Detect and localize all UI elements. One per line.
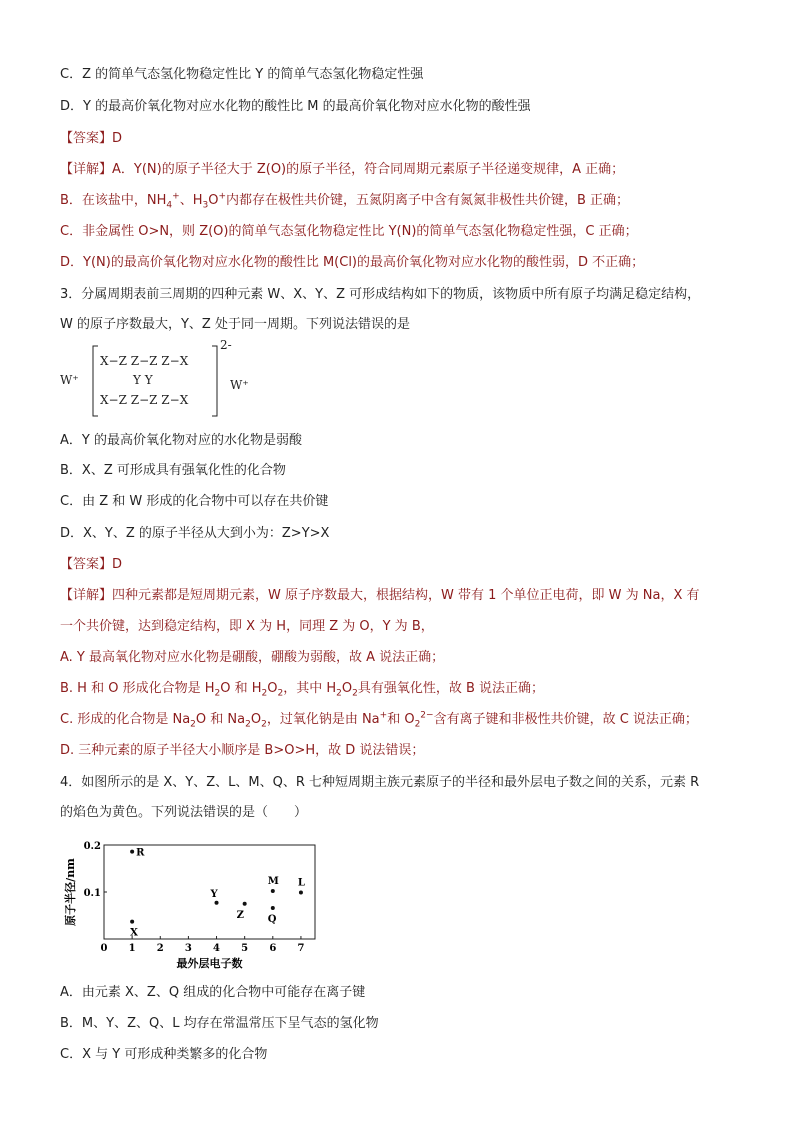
x-tick-label: 6 xyxy=(269,943,277,954)
explanation-tag: 【详解】 xyxy=(60,162,113,177)
text-span: B. H 和 O 形成化合物是 H xyxy=(60,681,215,696)
radius-chart xyxy=(60,835,330,975)
y-tick-label: 0.2 xyxy=(83,841,101,852)
explanation-d: D. 三种元素的原子半径大小顺序是 B>O>H，故 D 说法错误； xyxy=(60,743,425,758)
explanation-b xyxy=(60,192,629,210)
point-label-r: R xyxy=(136,847,145,859)
text-span: 和 O xyxy=(387,712,415,727)
y-axis-label: 原子半径/nm xyxy=(64,858,77,926)
x-tick-label: 0 xyxy=(100,943,108,954)
question-3-option-a: A．Y 的最高价氧化物对应的水化物是弱酸 xyxy=(60,433,302,448)
question-4-option-b: B．M、Y、Z、Q、L 均存在常温常压下呈气态的氢化物 xyxy=(60,1016,379,1031)
data-point-q xyxy=(271,906,275,910)
point-label-q: Q xyxy=(267,913,277,925)
explanation-text-cont: 一个共价键，达到稳定结构，即 X 为 H，同理 Z 为 O，Y 为 B， xyxy=(60,619,434,634)
question-3-option-b: B．X、Z 可形成具有强氧化性的化合物 xyxy=(60,463,286,478)
option-c: C．Z 的简单气态氢化物稳定性比 Y 的简单气态氢化物稳定性强 xyxy=(60,67,424,82)
structure-diagram xyxy=(60,340,320,430)
explanation-c xyxy=(60,711,698,729)
subscript: 2 xyxy=(245,719,251,730)
question-4-option-c: C．X 与 Y 可形成种类繁多的化合物 xyxy=(60,1047,268,1062)
text-span: O 和 Na xyxy=(195,712,246,727)
explanation-text: 四种元素都是短周期元素，W 原子序数最大，根据结构，W 带有 1 个单位正电荷，即 W 为 Na，X 有 xyxy=(112,588,700,603)
question-3-option-c: C．由 Z 和 W 形成的化合物中可以存在共价键 xyxy=(60,494,329,509)
point-label-x: X xyxy=(130,927,138,939)
question-4-line2: 的焰色为黄色。下列说法错误的是（ ） xyxy=(60,805,308,820)
subscript: 2 xyxy=(190,719,196,730)
superscript: + xyxy=(218,191,226,202)
data-point-r xyxy=(130,850,134,854)
subscript: 2 xyxy=(277,688,284,699)
x-tick-label: 1 xyxy=(128,943,136,954)
question-4-line1: 4．如图所示的是 X、Y、Z、L、M、Q、R 七种短周期主族元素原子的半径和最外层电子数之间的关系，元素 R xyxy=(60,775,700,790)
text-span: 具有强氧化性，故 B 说法正确； xyxy=(357,681,545,696)
x-tick-label: 2 xyxy=(156,943,164,954)
structure-row-middle: Y Y xyxy=(133,373,153,387)
answer-label: 【答案】D xyxy=(60,131,123,146)
x-tick-label: 3 xyxy=(184,943,192,954)
data-point-z xyxy=(243,902,247,906)
question-3-option-d: D．X、Y、Z 的原子半径从大到小为：Z>Y>X xyxy=(60,526,330,541)
point-label-z: Z xyxy=(236,909,244,921)
chart-svg xyxy=(60,835,330,975)
subscript: 2 xyxy=(214,688,221,699)
text-span: 含有离子键和非极性共价键，故 C 说法正确； xyxy=(433,712,698,727)
explanation-a: A. Y 最高氧化物对应水化物是硼酸，硼酸为弱酸，故 A 说法正确； xyxy=(60,650,445,665)
subscript: 2 xyxy=(352,688,358,699)
point-label-m: M xyxy=(267,876,279,888)
cation-left: W⁺ xyxy=(60,373,79,387)
explanation-line xyxy=(60,587,700,605)
structure-row-bottom: X−Z Z−Z Z−X xyxy=(100,393,189,407)
cation-right: W⁺ xyxy=(230,378,249,392)
point-label-l: L xyxy=(297,877,305,889)
answer-label: 【答案】D xyxy=(60,557,123,572)
data-point-x xyxy=(130,920,134,924)
option-d: D．Y 的最高价氧化物对应水化物的酸性比 M 的最高价氧化物对应水化物的酸性强 xyxy=(60,99,531,114)
x-tick-label: 4 xyxy=(213,943,221,954)
text-span: O xyxy=(208,193,219,208)
explanation-b xyxy=(60,680,544,698)
data-point-m xyxy=(271,889,275,893)
question-3-line1: 3．分属周期表前三周期的四种元素 W、X、Y、Z 可形成结构如下的物质，该物质中所有原子均满足稳定结构， xyxy=(60,287,701,302)
charge-label: 2- xyxy=(220,338,232,352)
subscript: 4 xyxy=(166,200,173,211)
text-span: C. 形成的化合物是 Na xyxy=(60,712,191,727)
explanation-a: A．Y(N)的原子半径大于 Z(O)的原子半径，符合同周期元素原子半径递变规律，A 正确； xyxy=(112,162,625,177)
explanation-tag: 【详解】 xyxy=(60,588,113,603)
y-tick-label: 0.1 xyxy=(83,888,101,899)
subscript: 2 xyxy=(261,719,267,730)
subscript: 2 xyxy=(261,688,268,699)
text-span: O xyxy=(267,681,278,696)
bracket-graphic xyxy=(60,340,320,430)
plot-frame xyxy=(104,845,315,939)
explanation-d: D．Y(N)的最高价氧化物对应水化物的酸性比 M(Cl)的最高价氧化物对应水化物的酸性弱，D 不正确； xyxy=(60,255,645,270)
point-label-y: Y xyxy=(210,888,218,900)
text-span: 内都存在极性共价键，五氮阴离子中含有氮氮非极性共价键，B 正确； xyxy=(226,193,630,208)
text-span: B．在该盐中，NH xyxy=(60,193,167,208)
question-4-option-a: A．由元素 X、Z、Q 组成的化合物中可能存在离子键 xyxy=(60,985,366,1000)
data-point-l xyxy=(299,890,303,894)
text-span: ，其中 H xyxy=(283,681,337,696)
text-span: ，过氧化钠是由 Na xyxy=(266,712,380,727)
structure-row-top: X−Z Z−Z Z−X xyxy=(100,354,189,368)
superscript: + xyxy=(379,710,388,721)
x-axis-label: 最外层电子数 xyxy=(176,957,243,970)
subscript: 2 xyxy=(414,719,421,730)
text-span: O xyxy=(341,681,353,696)
superscript: + xyxy=(172,191,180,202)
subscript: 2 xyxy=(336,688,342,699)
x-tick-label: 7 xyxy=(297,943,305,954)
text-span: 、H xyxy=(179,193,203,208)
text-span: O xyxy=(250,712,262,727)
explanation-line xyxy=(60,161,624,179)
explanation-c: C．非金属性 O>N，则 Z(O)的简单气态氢化物稳定性比 Y(N)的简单气态氢化物稳定性强，C 正确； xyxy=(60,224,638,239)
question-3-line2: W 的原子序数最大，Y、Z 处于同一周期。下列说法错误的是 xyxy=(60,317,410,332)
data-point-y xyxy=(215,901,219,905)
superscript: 2− xyxy=(420,710,434,721)
x-tick-label: 5 xyxy=(241,943,249,954)
text-span: O 和 H xyxy=(220,681,262,696)
subscript: 3 xyxy=(202,200,209,211)
